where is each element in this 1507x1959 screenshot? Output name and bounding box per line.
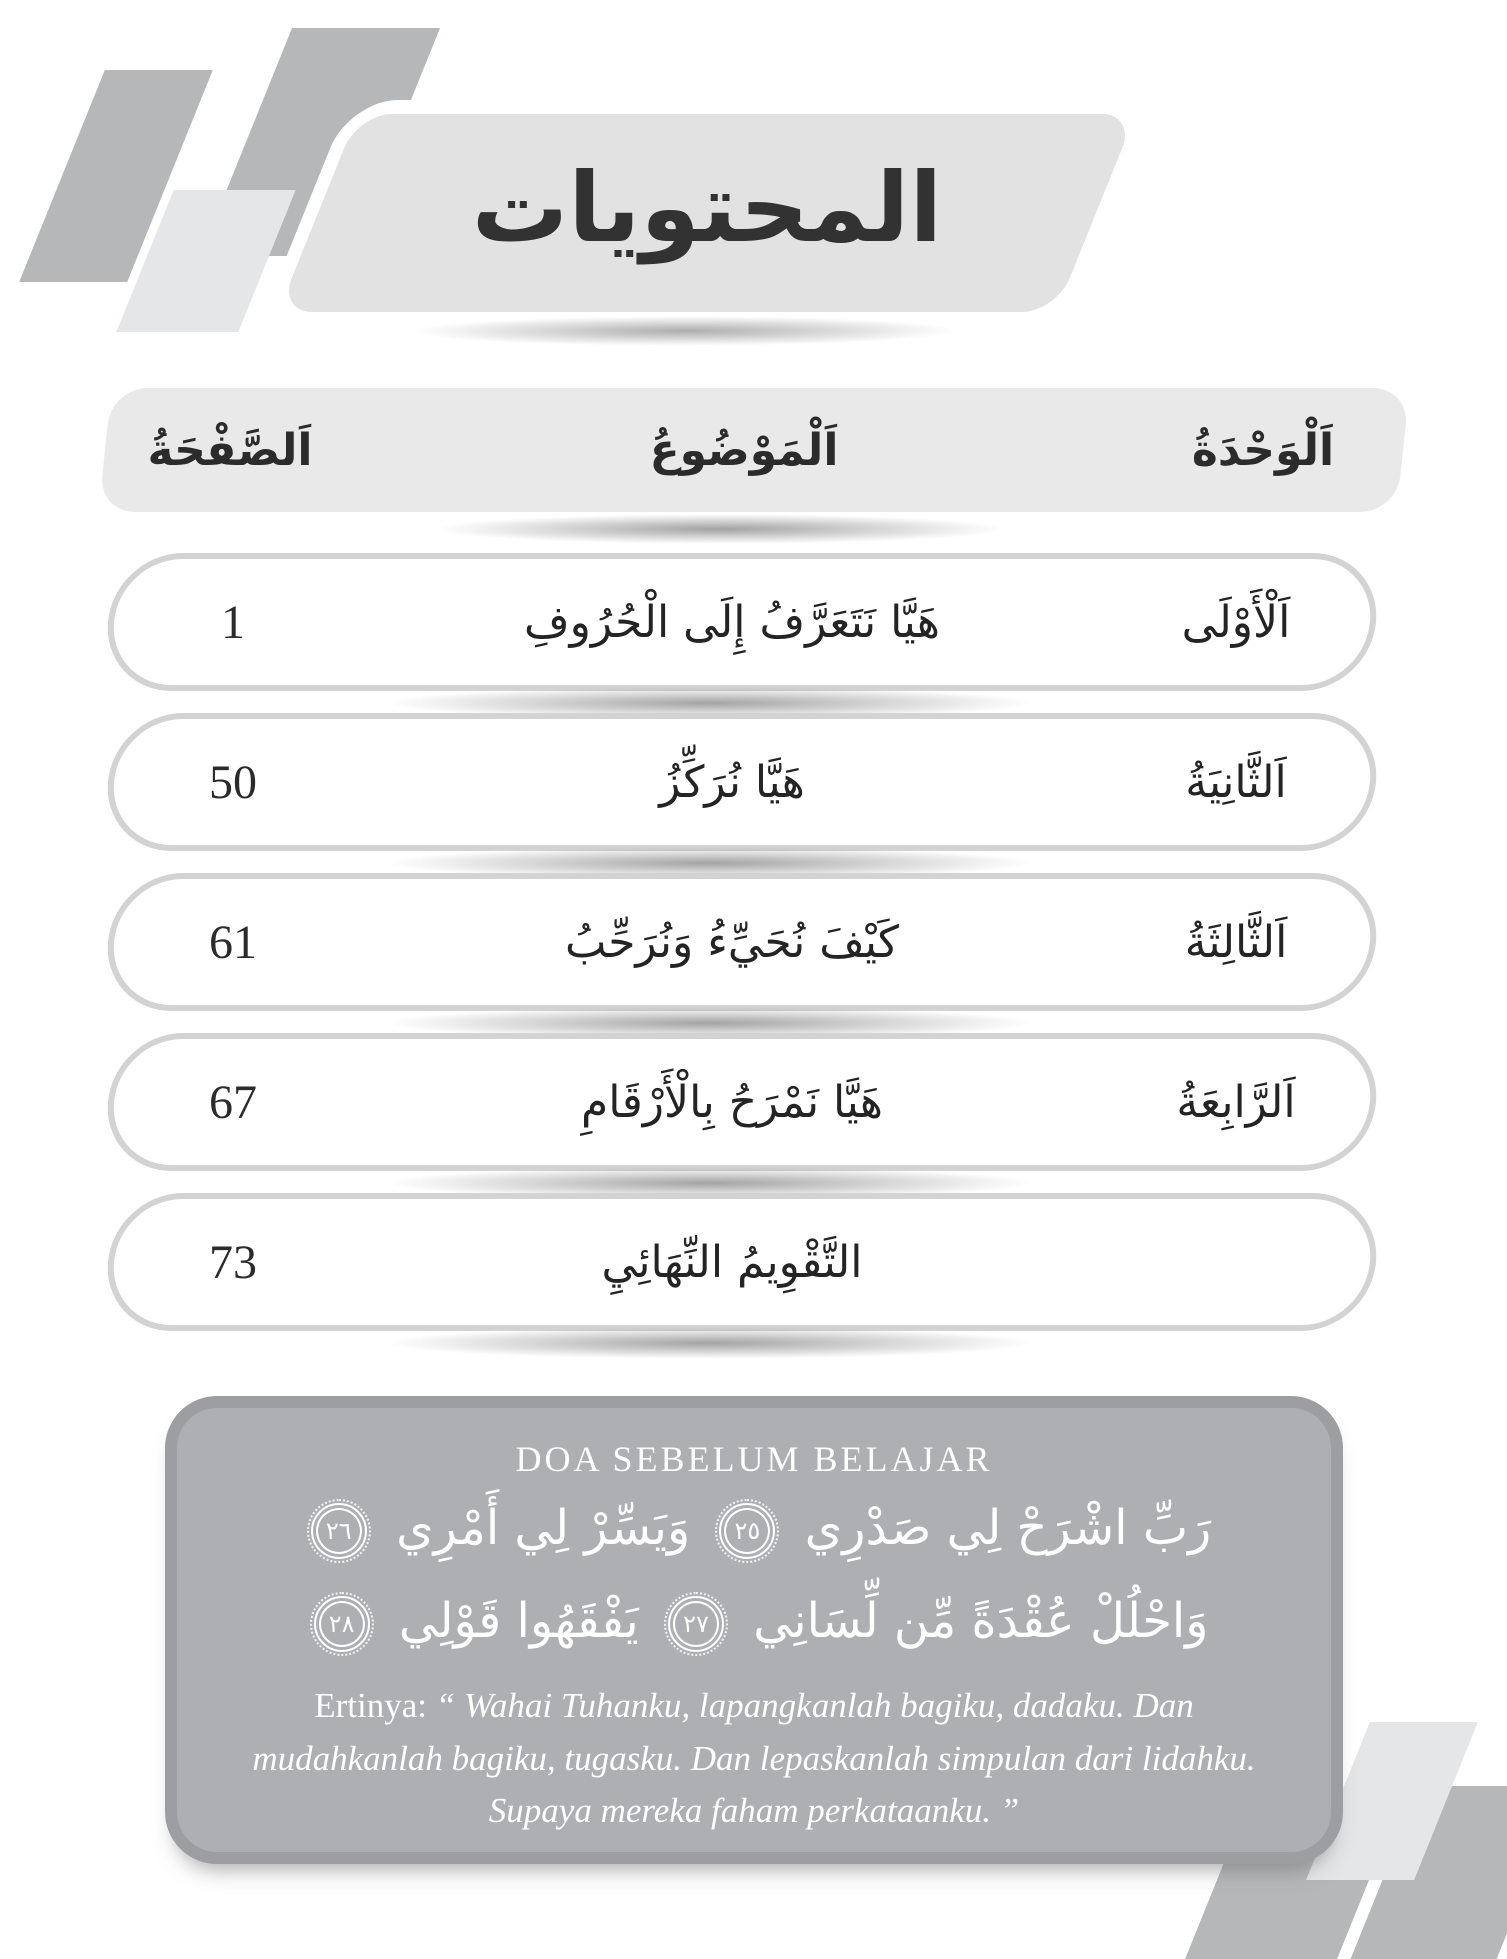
toc-row-unit-1 bbox=[108, 553, 1376, 691]
row-unit: اَلثَّانِيَةُ bbox=[1185, 756, 1287, 808]
row-topic: التَّقْوِيمُ النِّهَائِيِ bbox=[601, 1236, 863, 1288]
verse-number: ٢٨ bbox=[328, 1609, 355, 1638]
row-unit: اَلْأَوْلَى bbox=[1181, 596, 1291, 648]
verse-number-medallion bbox=[311, 1503, 367, 1559]
toc-row-unit-3 bbox=[108, 873, 1376, 1011]
verse-text: وَيَسِّرْ لِي أَمْرِي bbox=[396, 1500, 691, 1556]
verse-number-medallion bbox=[314, 1596, 370, 1652]
doa-translation bbox=[224, 1680, 1284, 1838]
doa-heading: DOA SEBELUM BELAJAR bbox=[515, 1439, 993, 1479]
row-topic: كَيْفَ نُحَيِّءُ وَنُرَحِّبُ bbox=[565, 916, 899, 968]
page-title-banner bbox=[278, 114, 1136, 312]
translation-label: Ertinya: bbox=[314, 1686, 427, 1725]
doa-verse-line-1 bbox=[177, 1502, 1331, 1559]
page-number: 73 bbox=[209, 1235, 257, 1289]
row-topic: هَيَّا نُرَكِّزُ bbox=[659, 756, 805, 808]
page-number: 67 bbox=[209, 1075, 257, 1129]
verse-number: ٢٦ bbox=[325, 1516, 352, 1545]
verse-number-medallion bbox=[719, 1503, 775, 1559]
row-unit: اَلرَّابِعَةُ bbox=[1176, 1076, 1296, 1128]
row-unit: اَلثَّالِثَةُ bbox=[1184, 916, 1288, 968]
toc-header-row bbox=[105, 388, 1403, 512]
toc-row-unit-2 bbox=[108, 713, 1376, 851]
toc-row-final-assessment bbox=[108, 1193, 1376, 1331]
page-number: 50 bbox=[209, 755, 257, 809]
verse-text: رَبِّ اشْرَحْ لِي صَدْرِي bbox=[804, 1500, 1212, 1556]
translation-quote: “ Wahai Tuhanku, lapangkanlah bagiku, dadaku. Dan mudahkanlah bagiku, tugasku. Dan lepaskanlah simpulan dari lidahku. Supaya mereka faham perkataanku. ” bbox=[252, 1686, 1256, 1830]
doa-box bbox=[165, 1396, 1343, 1864]
verse-number-medallion bbox=[668, 1596, 724, 1652]
column-header-page: اَلصَّفْحَةُ bbox=[147, 424, 313, 476]
verse-text: يَفْقَهُوا قَوْلِي bbox=[398, 1593, 639, 1649]
page-number: 1 bbox=[221, 595, 245, 649]
page-number: 61 bbox=[209, 915, 257, 969]
column-header-unit: اَلْوَحْدَةُ bbox=[1191, 424, 1335, 476]
row-topic: هَيَّا نَمْرَحُ بِالْأَرْقَامِ bbox=[581, 1076, 883, 1128]
page-title: المحتويات bbox=[471, 152, 943, 264]
verse-text: وَاحْلُلْ عُقْدَةً مِّن لِّسَانِي bbox=[753, 1593, 1209, 1649]
verse-number: ٢٧ bbox=[683, 1609, 709, 1638]
verse-number: ٢٥ bbox=[734, 1516, 761, 1545]
column-header-topic: اَلْمَوْضُوعُ bbox=[649, 424, 839, 476]
row-topic: هَيَّا نَتَعَرَّفُ إِلَى الْحُرُوفِ bbox=[524, 596, 940, 648]
doa-verse-line-2 bbox=[177, 1595, 1331, 1652]
toc-row-unit-4 bbox=[108, 1033, 1376, 1171]
